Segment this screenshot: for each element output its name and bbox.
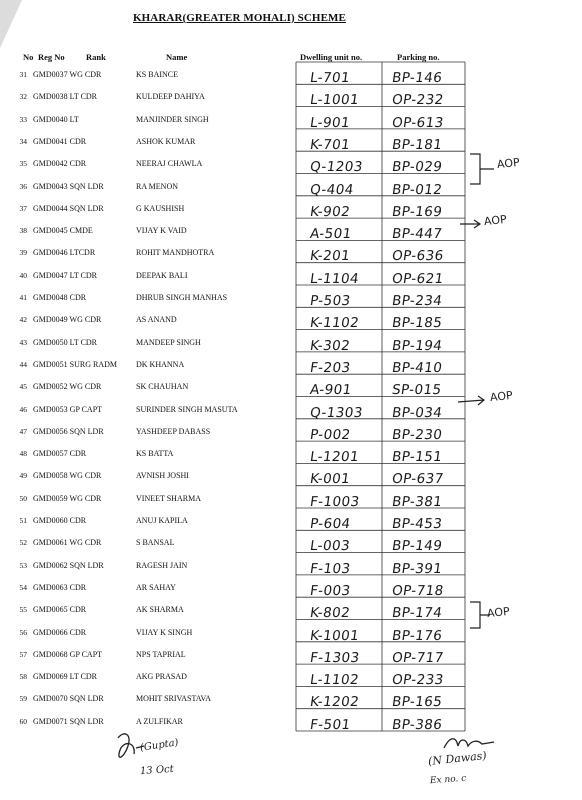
reg-rank-cell: GMD0061 WG CDR: [33, 538, 102, 548]
name-cell: NEERAJ CHAWLA: [136, 159, 203, 169]
name-cell: VIJAY K VAID: [136, 226, 187, 236]
reg-rank-cell: GMD0048 CDR: [33, 293, 87, 302]
name-cell: S BANSAL: [136, 538, 175, 548]
dwelling-unit-cell: L-1102: [308, 672, 361, 689]
dwelling-unit-cell: A-901: [308, 382, 353, 399]
dwelling-unit-cell: Q-404: [308, 181, 355, 198]
header-dwelling-unit: Dwelling unit no.: [300, 52, 363, 62]
dwelling-unit-cell: F-203: [308, 359, 352, 376]
reg-rank-cell: GMD0044 SQN LDR: [33, 203, 104, 213]
sr-cell: 55: [19, 605, 27, 615]
arrow-row-38: [460, 218, 484, 230]
table-row: [0, 285, 582, 307]
reg-rank-cell: GMD0049 WG CDR: [33, 315, 102, 325]
dwelling-unit-cell: L-003: [308, 538, 352, 555]
parking-cell: OP-232: [390, 92, 445, 109]
name-cell: ASHOK KUMAR: [136, 136, 196, 146]
reg-rank-cell: GMD0065 CDR: [33, 605, 87, 615]
sr-cell: 50: [19, 493, 27, 503]
dwelling-unit-cell: L-901: [308, 114, 352, 131]
name-cell: YASHDEEP DABASS: [136, 426, 211, 436]
table-row: [0, 129, 582, 151]
header-rank: Rank: [86, 52, 106, 62]
sr-cell: 48: [19, 449, 27, 459]
parking-cell: BP-185: [390, 315, 444, 332]
name-cell: DK KHANNA: [136, 359, 185, 369]
reg-rank-cell: GMD0041 CDR: [33, 136, 87, 146]
parking-cell: OP-717: [390, 649, 445, 666]
dwelling-unit-cell: L-1001: [308, 92, 361, 109]
table-row: [0, 84, 582, 109]
left-signature-date: 13 Oct: [139, 763, 175, 778]
reg-rank-cell: GMD0046 LTCDR: [33, 248, 96, 258]
aop-note-rows-55-56: AOP: [486, 604, 511, 621]
reg-rank-cell: GMD0050 LT CDR: [33, 337, 98, 347]
table-row: [0, 620, 582, 642]
table-row: [0, 709, 582, 731]
name-cell: AK SHARMA: [136, 605, 184, 615]
reg-rank-cell: GMD0060 CDR: [33, 516, 87, 525]
table-row: [0, 307, 582, 332]
reg-rank-cell: GMD0052 WG CDR: [33, 382, 102, 392]
dwelling-unit-cell: Q-1303: [308, 404, 364, 421]
parking-cell: BP-151: [390, 449, 444, 466]
sr-cell: 53: [19, 560, 27, 570]
table-row: [0, 107, 582, 129]
reg-rank-cell: GMD0043 SQN LDR: [33, 181, 104, 191]
name-cell: RAGESH JAIN: [136, 560, 188, 570]
aop-note-row-46: AOP: [489, 388, 514, 405]
reg-rank-cell: GMD0059 WG CDR: [33, 493, 102, 503]
name-cell: SK CHAUHAN: [136, 382, 189, 392]
dwelling-unit-cell: F-103: [308, 560, 352, 577]
table-row: [0, 664, 582, 689]
table-row: [0, 419, 582, 441]
sr-cell: 31: [19, 70, 27, 79]
name-cell: RA MENON: [136, 181, 179, 191]
parking-cell: BP-234: [390, 293, 444, 309]
name-cell: SURINDER SINGH MASUTA: [136, 404, 238, 414]
table-row: [0, 530, 582, 555]
sr-cell: 39: [19, 248, 27, 258]
reg-rank-cell: GMD0051 SURG RADM: [33, 359, 118, 369]
dwelling-unit-cell: K-1202: [308, 694, 361, 711]
name-cell: KS BATTA: [136, 449, 174, 459]
dwelling-unit-cell: L-701: [308, 70, 352, 86]
sr-cell: 35: [19, 159, 27, 169]
arrow-row-46: [458, 395, 488, 407]
parking-cell: BP-391: [390, 560, 444, 577]
parking-cell: BP-381: [390, 493, 444, 510]
dwelling-unit-cell: L-1104: [308, 270, 361, 287]
sr-cell: 52: [19, 538, 27, 548]
aop-note-rows-35-36: AOP: [496, 155, 521, 172]
reg-rank-cell: GMD0040 LT: [33, 114, 79, 124]
parking-cell: BP-194: [390, 337, 444, 354]
reg-rank-cell: GMD0056 SQN LDR: [33, 426, 104, 436]
sr-cell: 37: [19, 203, 27, 213]
name-cell: VINEET SHARMA: [136, 493, 201, 503]
parking-cell: BP-165: [390, 694, 444, 711]
header-reg-no: Reg No: [38, 52, 65, 62]
sr-cell: 42: [19, 315, 27, 325]
parking-cell: BP-453: [390, 516, 444, 532]
parking-cell: OP-636: [390, 248, 445, 265]
dwelling-unit-cell: K-701: [308, 136, 352, 153]
dwelling-unit-cell: K-1102: [308, 315, 361, 332]
dwelling-unit-cell: K-802: [308, 605, 352, 622]
left-signature-name: (Gupta): [139, 737, 180, 754]
header-parking: Parking no.: [397, 52, 440, 62]
table-row: [0, 330, 582, 352]
table-row: [0, 263, 582, 285]
dwelling-unit-cell: F-003: [308, 582, 352, 599]
parking-cell: BP-386: [390, 716, 444, 733]
name-cell: AR SAHAY: [136, 582, 176, 592]
name-cell: AS ANAND: [136, 315, 177, 325]
reg-rank-cell: GMD0068 GP CAPT: [33, 649, 103, 659]
document-title: KHARAR(GREATER MOHALI) SCHEME: [133, 12, 346, 24]
reg-rank-cell: GMD0062 SQN LDR: [33, 560, 104, 570]
table-row: [0, 486, 582, 508]
dwelling-unit-cell: Q-1203: [308, 159, 364, 176]
parking-cell: BP-169: [390, 203, 444, 220]
right-signature-note: Ex no. c: [429, 773, 467, 787]
reg-rank-cell: GMD0037 WG CDR: [33, 70, 102, 79]
header-sr-no: No: [23, 52, 34, 62]
parking-cell: OP-718: [390, 582, 445, 599]
table-row: [0, 508, 582, 530]
reg-rank-cell: GMD0047 LT CDR: [33, 270, 98, 280]
name-cell: NPS TAPRIAL: [136, 649, 186, 659]
sr-cell: 49: [19, 471, 27, 481]
table-row: [0, 553, 582, 575]
parking-cell: OP-613: [390, 114, 445, 131]
table-row: [0, 352, 582, 374]
reg-rank-cell: GMD0042 CDR: [33, 159, 87, 169]
sr-cell: 60: [19, 716, 27, 726]
sr-cell: 34: [19, 136, 27, 146]
parking-cell: BP-410: [390, 359, 444, 376]
reg-rank-cell: GMD0053 GP CAPT: [33, 404, 103, 414]
table-row: [0, 441, 582, 466]
reg-rank-cell: GMD0038 LT CDR: [33, 92, 98, 102]
sr-cell: 56: [19, 627, 27, 637]
parking-cell: SP-015: [390, 382, 443, 399]
parking-cell: BP-012: [390, 181, 444, 198]
sr-cell: 47: [19, 426, 27, 436]
sr-cell: 58: [19, 672, 27, 682]
parking-cell: BP-029: [390, 159, 444, 176]
name-cell: MANJINDER SINGH: [136, 114, 209, 124]
dwelling-unit-cell: K-201: [308, 248, 352, 265]
dwelling-unit-cell: F-1003: [308, 493, 361, 510]
parking-cell: BP-174: [390, 605, 444, 622]
parking-cell: BP-181: [390, 136, 444, 153]
name-cell: MOHIT SRIVASTAVA: [136, 694, 212, 704]
reg-rank-cell: GMD0058 WG CDR: [33, 471, 102, 481]
reg-rank-cell: GMD0070 SQN LDR: [33, 694, 104, 704]
reg-rank-cell: GMD0069 LT CDR: [33, 672, 98, 682]
table-row: [0, 575, 582, 597]
name-cell: KS BAINCE: [136, 70, 179, 79]
reg-rank-cell: GMD0045 CMDE: [33, 226, 93, 236]
parking-cell: BP-146: [390, 70, 444, 86]
parking-cell: BP-230: [390, 426, 444, 443]
aop-note-row-38: AOP: [483, 212, 508, 229]
dwelling-unit-cell: L-1201: [308, 449, 361, 466]
name-cell: G KAUSHISH: [136, 203, 185, 213]
sr-cell: 32: [19, 92, 27, 102]
name-cell: ROHIT MANDHOTRA: [136, 248, 215, 258]
name-cell: DHRUB SINGH MANHAS: [136, 293, 228, 302]
name-cell: A ZULFIKAR: [136, 716, 183, 726]
bracket-rows-35-36: [468, 150, 498, 190]
dwelling-unit-cell: P-002: [308, 426, 352, 443]
right-signature-name: (N Dawas): [427, 748, 488, 769]
dwelling-unit-cell: P-604: [308, 516, 352, 532]
sr-cell: 36: [19, 181, 27, 191]
table-row: [0, 642, 582, 664]
sr-cell: 38: [19, 226, 27, 236]
parking-cell: OP-621: [390, 270, 445, 287]
name-cell: AVNISH JOSHI: [136, 471, 189, 481]
name-cell: AKG PRASAD: [136, 672, 187, 682]
reg-rank-cell: GMD0071 SQN LDR: [33, 716, 104, 726]
name-cell: DEEPAK BALI: [136, 270, 188, 280]
sr-cell: 51: [19, 516, 27, 525]
sr-cell: 40: [19, 270, 27, 280]
dwelling-unit-cell: P-503: [308, 293, 352, 309]
sr-cell: 44: [19, 359, 27, 369]
name-cell: KULDEEP DAHIYA: [136, 92, 205, 102]
dwelling-unit-cell: F-501: [308, 716, 352, 733]
table-row: [0, 240, 582, 265]
parking-cell: BP-447: [390, 226, 444, 243]
sr-cell: 59: [19, 694, 27, 704]
table-row: [0, 463, 582, 488]
parking-cell: OP-637: [390, 471, 445, 488]
sr-cell: 54: [19, 582, 27, 592]
table-row: [0, 62, 582, 84]
reg-rank-cell: GMD0057 CDR: [33, 449, 87, 459]
sr-cell: 33: [19, 114, 27, 124]
parking-cell: OP-233: [390, 672, 445, 689]
reg-rank-cell: GMD0066 CDR: [33, 627, 87, 637]
dwelling-unit-cell: K-001: [308, 471, 352, 488]
sr-cell: 46: [19, 404, 27, 414]
sr-cell: 45: [19, 382, 27, 392]
table-row: [0, 686, 582, 711]
dwelling-unit-cell: K-902: [308, 203, 352, 220]
sr-cell: 57: [19, 649, 27, 659]
header-name: Name: [166, 52, 188, 62]
dwelling-unit-cell: F-1303: [308, 649, 361, 666]
parking-cell: BP-034: [390, 404, 444, 421]
name-cell: VIJAY K SINGH: [136, 627, 193, 637]
name-cell: ANUJ KAPILA: [136, 516, 188, 525]
parking-cell: BP-176: [390, 627, 444, 644]
parking-cell: BP-149: [390, 538, 444, 555]
left-signature-scribble: [110, 728, 200, 788]
reg-rank-cell: GMD0063 CDR: [33, 582, 87, 592]
dwelling-unit-cell: K-302: [308, 337, 352, 354]
sr-cell: 43: [19, 337, 27, 347]
name-cell: MANDEEP SINGH: [136, 337, 201, 347]
dwelling-unit-cell: K-1001: [308, 627, 361, 644]
dwelling-unit-cell: A-501: [308, 226, 353, 243]
sr-cell: 41: [19, 293, 27, 302]
